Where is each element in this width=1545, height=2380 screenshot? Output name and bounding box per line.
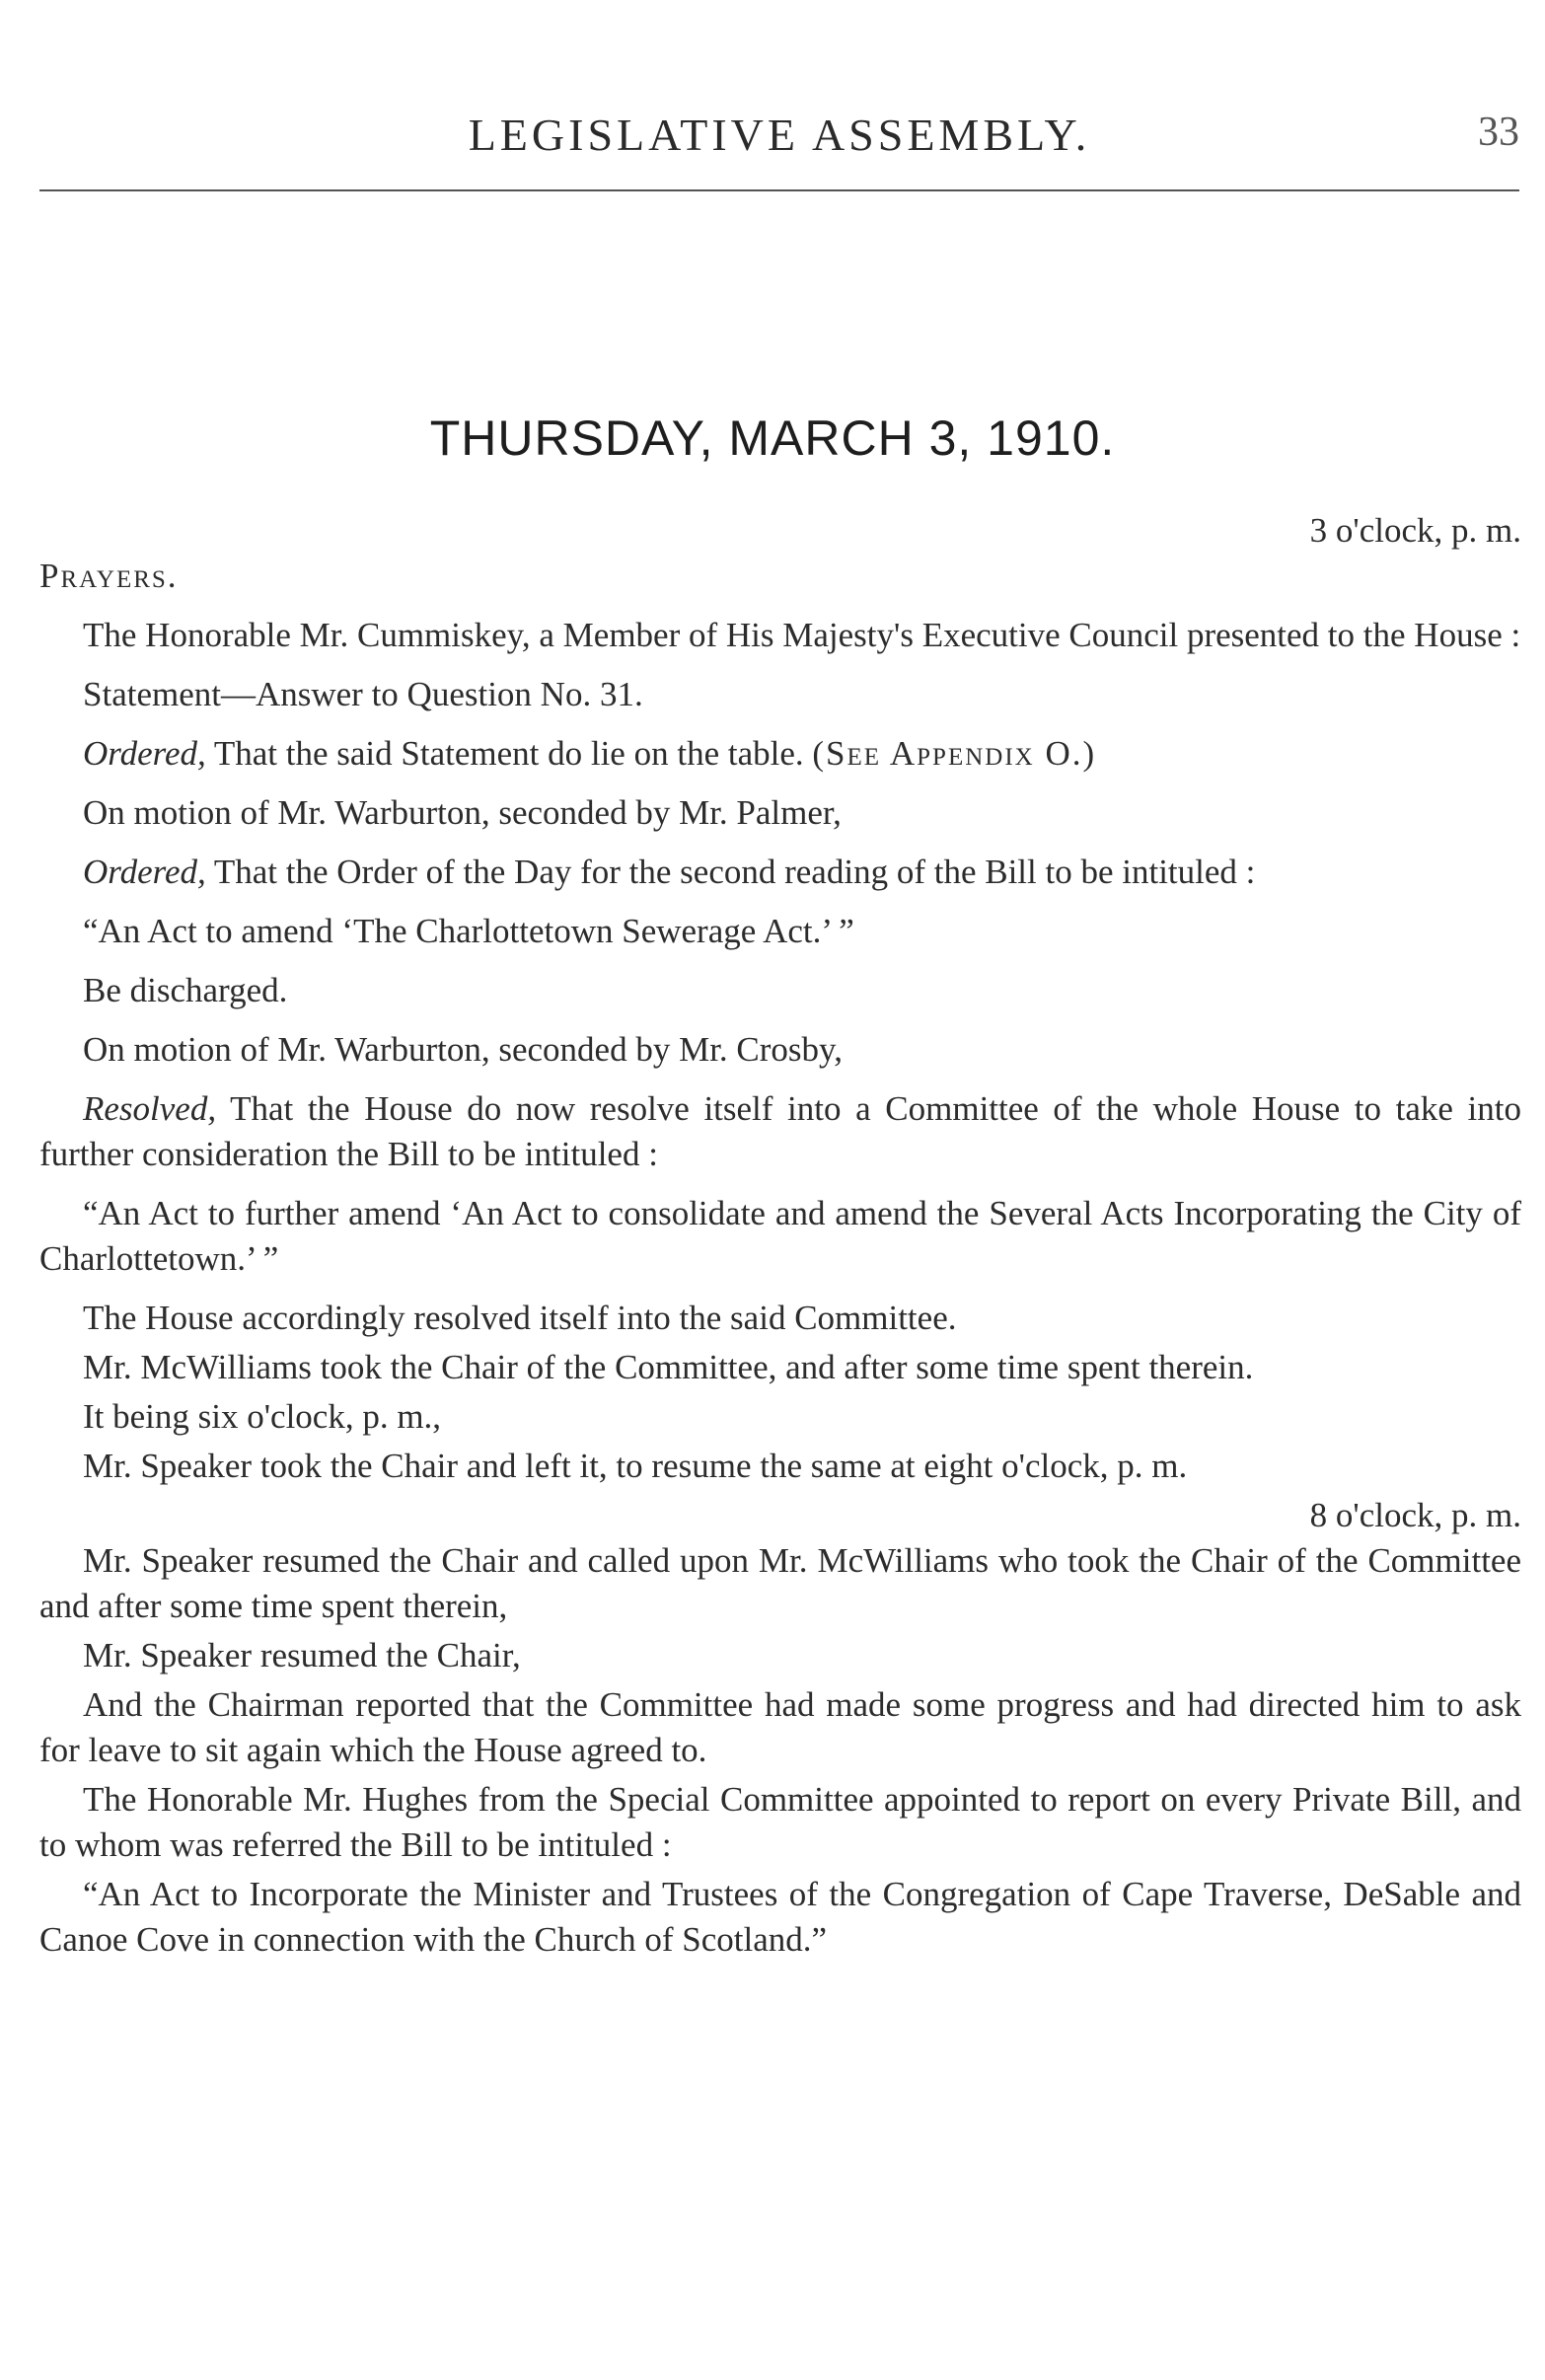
paragraph-mcwilliams-chair: Mr. McWilliams took the Chair of the Committee, and after some time spent therein. bbox=[83, 1348, 1254, 1386]
ordered-text: That the said Statement do lie on the table. bbox=[205, 734, 813, 773]
paragraph-ordered-table bbox=[39, 731, 1521, 777]
running-title: LEGISLATIVE ASSEMBLY. bbox=[468, 110, 1091, 160]
paragraph-sewerage-act: “An Act to amend ‘The Charlottetown Sewerage Act.’ ” bbox=[83, 912, 854, 950]
paragraph-ordered-discharge bbox=[39, 850, 1521, 895]
page-number: 33 bbox=[1478, 110, 1519, 155]
paragraph-chairman-report: And the Chairman reported that the Committee had made some progress and had directed him to ask for leave to sit again which the House agreed to. bbox=[39, 1685, 1521, 1769]
paragraph-cummiskey: The Honorable Mr. Cummiskey, a Member of His Majesty's Executive Council presented to the House : bbox=[83, 616, 1521, 654]
paragraph-city-act: “An Act to further amend ‘An Act to consolidate and amend the Several Acts Incorporating the City of Charlottetown.’ ” bbox=[39, 1194, 1521, 1278]
paragraph-resolved bbox=[39, 1086, 1521, 1177]
resolved-text: That the House do now resolve itself into a Committee of the whole House to take into further consideration the Bill to be intituled : bbox=[39, 1089, 1521, 1173]
appendix-ref: (See Appendix O.) bbox=[812, 734, 1097, 773]
journal-body bbox=[39, 508, 1521, 1967]
paragraph-house-resolved: The House accordingly resolved itself into the said Committee. bbox=[83, 1299, 957, 1337]
header-rule bbox=[39, 189, 1519, 191]
paragraph-discharged: Be discharged. bbox=[83, 971, 288, 1009]
paragraph-speaker-resumed-2: Mr. Speaker resumed the Chair, bbox=[83, 1636, 521, 1674]
ordered-text-2: That the Order of the Day for the second reading of the Bill to be intituled : bbox=[205, 853, 1256, 891]
paragraph-statement: Statement—Answer to Question No. 31. bbox=[83, 675, 643, 713]
paragraph-six-oclock: It being six o'clock, p. m., bbox=[83, 1397, 442, 1436]
ordered-lead: Ordered, bbox=[83, 734, 206, 773]
time-evening: 8 o'clock, p. m. bbox=[1309, 1496, 1521, 1534]
ordered-lead-2: Ordered, bbox=[83, 853, 206, 891]
running-head bbox=[39, 109, 1519, 168]
date-heading: THURSDAY, MARCH 3, 1910. bbox=[429, 410, 1116, 466]
paragraph-speaker-resumed: Mr. Speaker resumed the Chair and called upon Mr. McWilliams who took the Chair of the Committee and after some time spent therein, bbox=[39, 1541, 1521, 1625]
resolved-lead: Resolved, bbox=[83, 1089, 217, 1128]
paragraph-motion-crosby: On motion of Mr. Warburton, seconded by Mr. Crosby, bbox=[83, 1030, 844, 1069]
paragraph-church-act: “An Act to Incorporate the Minister and Trustees of the Congregation of Cape Traverse, DeSable and Canoe Cove in connection with the Church of Scotland.” bbox=[39, 1875, 1521, 1959]
paragraph-motion-palmer: On motion of Mr. Warburton, seconded by Mr. Palmer, bbox=[83, 793, 842, 832]
paragraph-speaker-left: Mr. Speaker took the Chair and left it, to resume the same at eight o'clock, p. m. bbox=[83, 1447, 1188, 1485]
time-afternoon: 3 o'clock, p. m. bbox=[1309, 511, 1521, 550]
prayers-heading: Prayers. bbox=[39, 557, 179, 595]
paragraph-hughes: The Honorable Mr. Hughes from the Special Committee appointed to report on every Private Bill, and to whom was referred the Bill to be intituled : bbox=[39, 1780, 1521, 1864]
